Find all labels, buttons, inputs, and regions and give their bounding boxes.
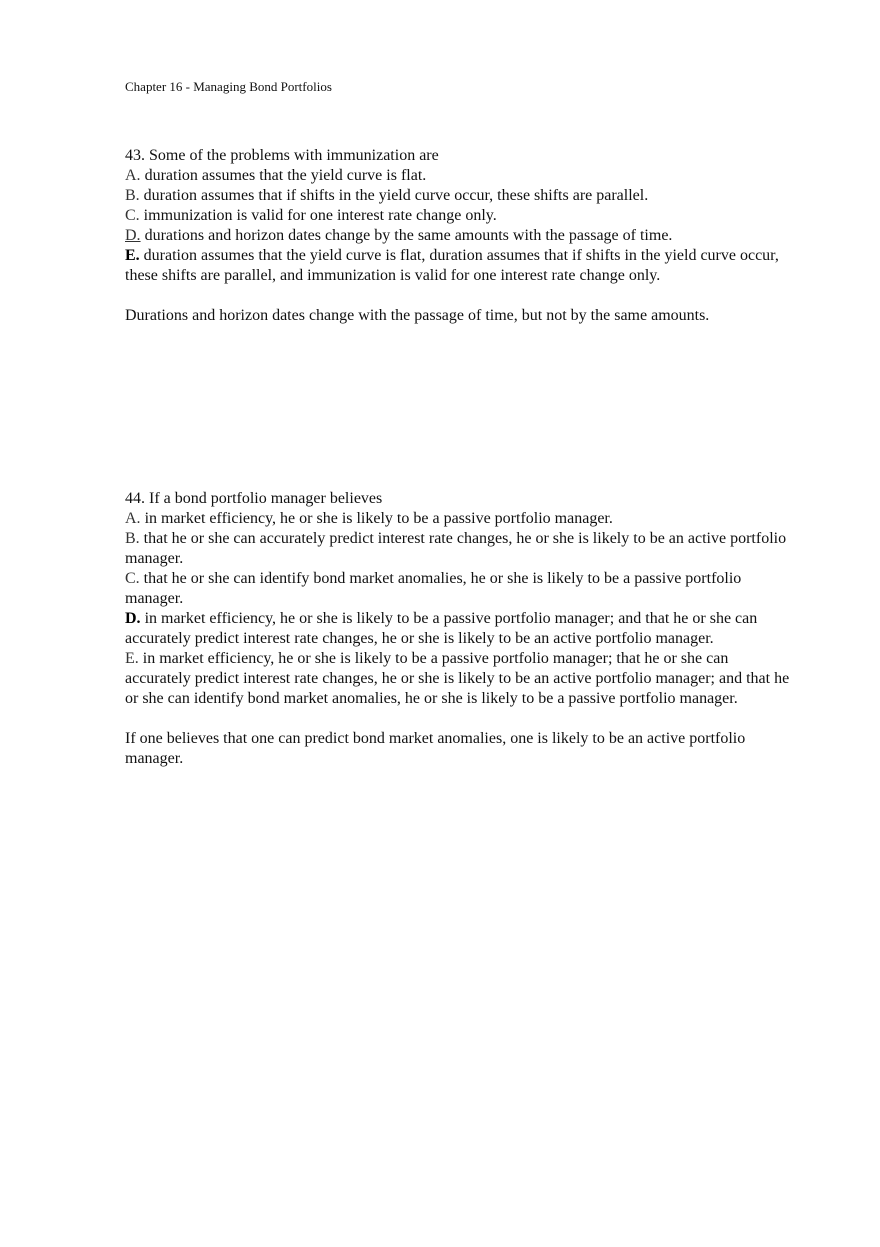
- option-text: durations and horizon dates change by the same amounts with the passage of time.: [140, 227, 673, 244]
- option-letter: C.: [125, 570, 140, 587]
- option-c: [125, 206, 790, 226]
- question-stem: 43. Some of the problems with immunization are: [125, 147, 439, 164]
- option-b: [125, 529, 790, 569]
- page-header: Chapter 16 - Managing Bond Portfolios: [125, 79, 332, 94]
- question-43: [125, 146, 790, 326]
- question-44: [125, 489, 790, 769]
- option-text: immunization is valid for one interest rate change only.: [139, 207, 497, 224]
- option-text: that he or she can accurately predict interest rate changes, he or she is likely to be an active portfolio manager.: [125, 530, 787, 567]
- option-text: duration assumes that if shifts in the yield curve occur, these shifts are parallel.: [139, 187, 649, 204]
- option-a: [125, 509, 790, 529]
- option-e-correct: [125, 246, 790, 286]
- option-b: [125, 186, 790, 206]
- option-a: [125, 166, 790, 186]
- explanation-text: Durations and horizon dates change with the passage of time, but not by the same amounts.: [125, 307, 710, 324]
- option-text: duration assumes that the yield curve is flat.: [140, 167, 427, 184]
- option-text: that he or she can identify bond market anomalies, he or she is likely to be a passive portfolio manager.: [125, 570, 742, 607]
- option-letter: A.: [125, 167, 141, 184]
- option-d-correct: [125, 609, 790, 649]
- option-letter: D.: [125, 227, 141, 244]
- option-d: [125, 226, 790, 246]
- question-stem: 44. If a bond portfolio manager believes: [125, 490, 383, 507]
- option-letter: E.: [125, 650, 139, 667]
- option-letter: A.: [125, 510, 141, 527]
- option-text: in market efficiency, he or she is likely to be a passive portfolio manager.: [140, 510, 613, 527]
- option-letter: B.: [125, 187, 140, 204]
- option-text: in market efficiency, he or she is likely to be a passive portfolio manager; that he or she can accurately predict interest rate changes, he or she is likely to be an active portfolio manager; and that he or she can identify bond market anomalies, he or she is likely to be a passive portfolio manager.: [125, 650, 790, 707]
- correct-option-letter: E.: [125, 247, 140, 264]
- option-text: duration assumes that the yield curve is flat, duration assumes that if shifts in the yield curve occur, these shifts are parallel, and immunization is valid for one interest rate change only.: [125, 247, 779, 284]
- option-letter: C.: [125, 207, 140, 224]
- option-c: [125, 569, 790, 609]
- explanation-text: If one believes that one can predict bond market anomalies, one is likely to be an active portfolio manager.: [125, 730, 746, 767]
- option-text: in market efficiency, he or she is likely to be a passive portfolio manager; and that he or she can accurately predict interest rate changes, he or she is likely to be an active portfolio manager.: [125, 610, 758, 647]
- option-e: [125, 649, 790, 709]
- option-letter: B.: [125, 530, 140, 547]
- correct-option-letter: D.: [125, 610, 141, 627]
